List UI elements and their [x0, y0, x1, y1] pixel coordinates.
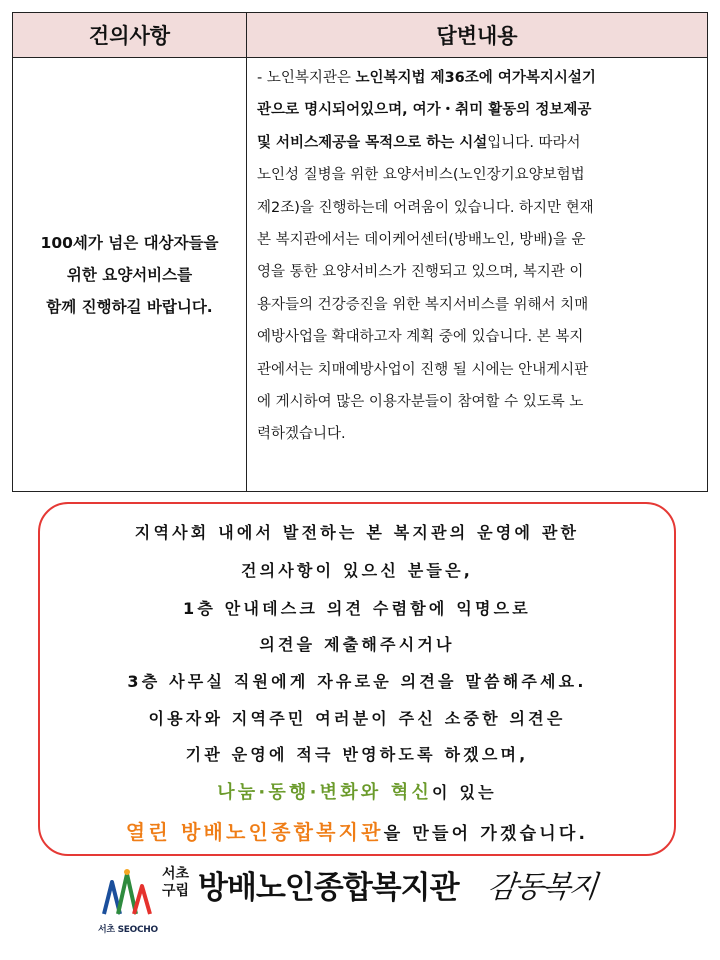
slogan: 감동복지: [485, 870, 598, 905]
question-cell: [13, 58, 247, 492]
notice-box: [38, 502, 676, 856]
org-suffix: 을 만들어 가겠습니다.: [383, 824, 589, 844]
answer-line: 관에서는 치매예방사업이 진행 될 시에는 안내게시판: [257, 361, 589, 378]
answer-line: - 노인복지관은 노인복지법 제36조에 여가복지시설기: [257, 70, 596, 86]
notice-org-line: [40, 816, 674, 845]
org-name: 방배노인종합복지관: [198, 870, 459, 906]
values-highlight: 나눔·동행·변화와 혁신: [217, 782, 433, 803]
district-caption: 서초 SEOCHO: [98, 925, 158, 935]
notice-line: 의견을 제출해주시거나: [259, 635, 455, 654]
answer-line: 본 복지관에서는 데이케어센터(방배노인, 방배)을 운: [257, 232, 586, 249]
notice-values-line: [40, 778, 674, 804]
org-prefix: 서초구립: [162, 866, 190, 899]
qa-table: [12, 12, 708, 492]
values-suffix: 이 있는: [432, 783, 497, 802]
answer-line: 영을 통한 요양서비스가 진행되고 있으며, 복지관 이: [257, 264, 584, 281]
table-row: [13, 58, 708, 492]
table-header-row: [13, 13, 708, 58]
notice-line: 1층 안내데스크 의견 수렴함에 익명으로: [183, 599, 531, 618]
answer-line: 노인성 질병을 위한 요양서비스(노인장기요양보험법: [257, 167, 585, 184]
answer-line: 력하겠습니다.: [257, 426, 346, 443]
notice-line: 이용자와 지역주민 여러분이 주신 소중한 의견은: [148, 709, 566, 728]
answer-line: 예방사업을 확대하고자 계획 중에 있습니다. 본 복지: [257, 329, 584, 346]
question-line: 위한 요양서비스를: [66, 265, 193, 284]
footer-logo: [100, 862, 620, 952]
org-highlight: 열린 방배노인종합복지관: [125, 820, 384, 844]
answer-cell: [247, 58, 708, 492]
question-line: 함께 진행하길 바랍니다.: [46, 297, 213, 316]
seocho-logo-icon: [100, 868, 154, 918]
answer-line: 에 게시하여 많은 이용자분들이 참여할 수 있도록 노: [257, 394, 584, 411]
answer-line: 및 서비스제공을 목적으로 하는 시설입니다. 따라서: [257, 134, 581, 151]
answer-line: 제2조)을 진행하는데 어려움이 있습니다. 하지만 현재: [257, 199, 594, 216]
notice-line: 기관 운영에 적극 반영하도록 하겠으며,: [185, 745, 529, 764]
answer-line: 관으로 명시되어있으며, 여가・취미 활동의 정보제공: [257, 102, 592, 119]
question-line: 100세가 넘은 대상자들을: [40, 233, 219, 252]
header-question: 건의사항: [13, 13, 247, 58]
notice-line: 건의사항이 있으신 분들은,: [240, 561, 474, 580]
notice-line: 지역사회 내에서 발전하는 본 복지관의 운영에 관한: [134, 523, 580, 542]
notice-line: 3층 사무실 직원에게 자유로운 의견을 말씀해주세요.: [127, 672, 587, 691]
header-answer: 답변내용: [247, 13, 708, 58]
answer-line: 용자들의 건강증진을 위한 복지서비스를 위해서 치매: [257, 296, 589, 313]
